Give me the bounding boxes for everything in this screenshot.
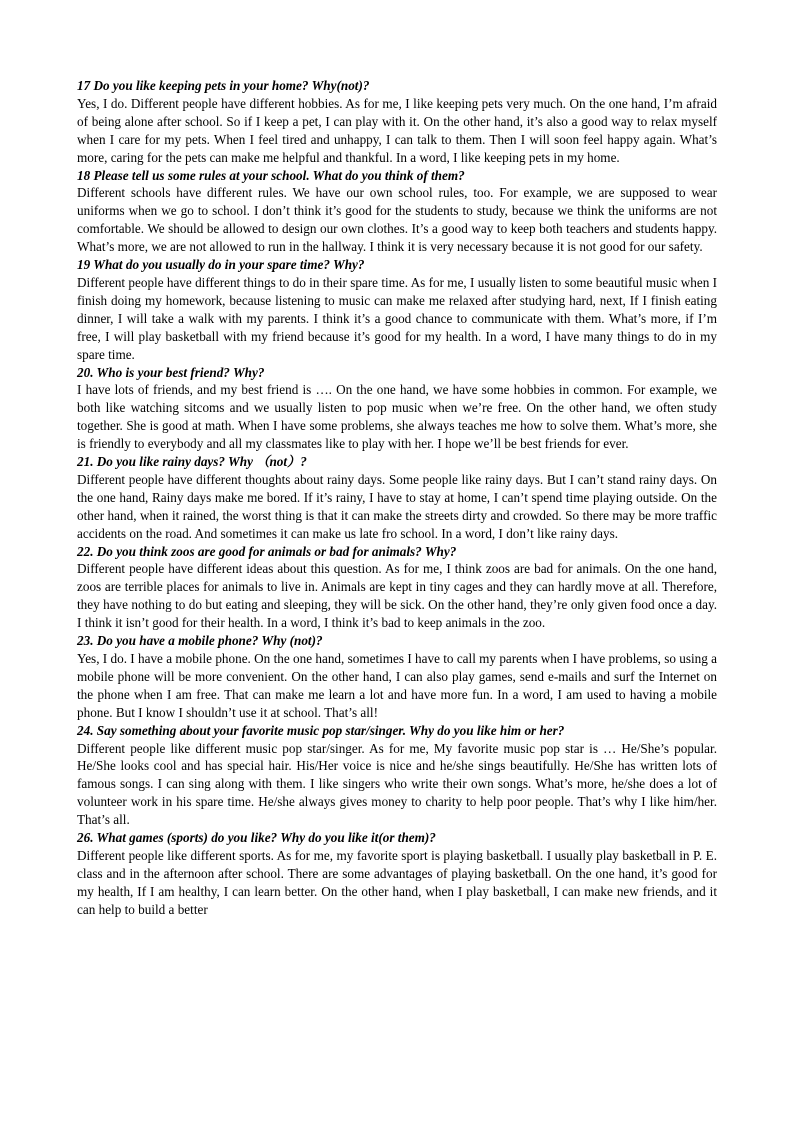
- question-19: 19 What do you usually do in your spare time? Why?: [77, 257, 365, 273]
- answer-24: Different people like different music pop star/singer. As for me, My favorite music pop star is … He/She’s popular. He/She looks cool and has special hair. His/Her voice is nice and he/she sings beautifully. He/She has written lots of famous songs. I can sing along with them. I like singers who write their own songs. What’s more, he/she does a lot of volunteer work in his spare time. He/she always gives money to charity to help poor people. That’s why I like him/her. That’s all.: [77, 740, 717, 828]
- question-17: 17 Do you like keeping pets in your home? Why(not)?: [77, 78, 370, 93]
- question-26: 26. What games (sports) do you like? Why do you like it(or them)?: [77, 830, 436, 846]
- section-21: [77, 453, 717, 543]
- answer-26: Different people like different sports. As for me, my favorite sport is playing basketball. I usually play basketball in P. E. class and in the afternoon after school. There are some advantages of playing basketball. On the one hand, it’s good for my health, If I am healthy, I can learn better. On the other hand, when I play basketball, I can make new friends, and it can help to build a better: [77, 847, 717, 917]
- section-26: [77, 829, 717, 919]
- question-22: 22. Do you think zoos are good for animals or bad for animals? Why?: [77, 543, 457, 559]
- answer-18: Different schools have different rules. We have our own school rules, too. For example, we are supposed to wear uniforms when we go to school. I don’t think it’s good for the students to study, because we think the uniforms are not comfortable. We should be allowed to design our own clothes. It’s a good way to keep both teachers and students happy. What’s more, we are not allowed to run in the hallway. I think it is very necessary because it is not good for our safety.: [77, 185, 717, 255]
- section-24: [77, 722, 717, 829]
- answer-23: Yes, I do. I have a mobile phone. On the one hand, sometimes I have to call my parents when I have problems, so using a mobile phone will be more convenient. On the other hand, I can also play games, send e-mails and surf the Internet on the phone when I am free. That can make me learn a lot and have more fun. In a word, I am used to having a mobile phone. But I know I shouldn’t use it at school. That’s all!: [77, 651, 717, 720]
- answer-19: Different people have different things to do in their spare time. As for me, I usually listen to some beautiful music when I finish doing my homework, because listening to music can make me relaxed after studying hard, next, If I finish eating dinner, I will take a walk with my parents. I think it’s a good chance to communicate with them. What’s more, if I’m free, I will play basketball with my friend because it’s good for my health. In a word, I have many things to do in my spare time.: [77, 274, 717, 362]
- section-18: [77, 167, 717, 257]
- question-23: 23. Do you have a mobile phone? Why (not)?: [77, 633, 323, 649]
- answer-22: Different people have different ideas about this question. As for me, I think zoos are bad for animals. On the one hand, zoos are terrible places for animals to live in. Animals are kept in tiny cages and they can hardly move at all. Therefore, they have nothing to do but eating and sleeping, they will be sick. On the other hand, they’re only given food once a day. I think it isn’t good for their health. In a word, I think it’s bad to keep animals in the zoo.: [77, 561, 717, 631]
- section-23: [77, 632, 717, 722]
- section-20: [77, 364, 717, 454]
- question-21: 21. Do you like rainy days? Why （not）?: [77, 454, 307, 470]
- section-19: [77, 256, 717, 363]
- question-20: 20. Who is your best friend? Why?: [77, 364, 265, 380]
- document-page: [77, 77, 717, 919]
- section-22: [77, 543, 717, 633]
- question-24: 24. Say something about your favorite music pop star/singer. Why do you like him or her?: [77, 722, 565, 738]
- answer-21: Different people have different thoughts about rainy days. Some people like rainy days. But I can’t stand rainy days. On the one hand, Rainy days make me bored. If it’s rainy, I have to stay at home, I can’t spend time playing outside. On the other hand, when it rained, the worst thing is that it can make the streets dirty and crowded. So there may be more traffic accidents on the road. And sometimes it can make us late fro school. In a word, I don’t like rainy days.: [77, 471, 717, 541]
- answer-17: Yes, I do. Different people have different hobbies. As for me, I like keeping pets very much. On the one hand, I’m afraid of being alone after school. So if I keep a pet, I can play with it. On the other hand, it’s also a good way to relax myself when I care for my pets. When I feel tired and unhappy, I can talk to them. Then I will soon feel happy again. What’s more, caring for the pets can make me helpful and thankful. In a word, I like keeping pets in my home.: [77, 95, 717, 165]
- section-17: [77, 77, 717, 167]
- answer-20: I have lots of friends, and my best friend is …. On the one hand, we have some hobbies in common. For example, we both like watching sitcoms and we usually listen to pop music when we’re free. On the other hand, we often study together. She is good at math. When I have some problems, she always teaches me how to solve them. What’s more, she is friendly to everybody and all my classmates like to play with her. I hope we’ll be best friends for ever.: [77, 382, 717, 452]
- question-18: 18 Please tell us some rules at your school. What do you think of them?: [77, 167, 465, 183]
